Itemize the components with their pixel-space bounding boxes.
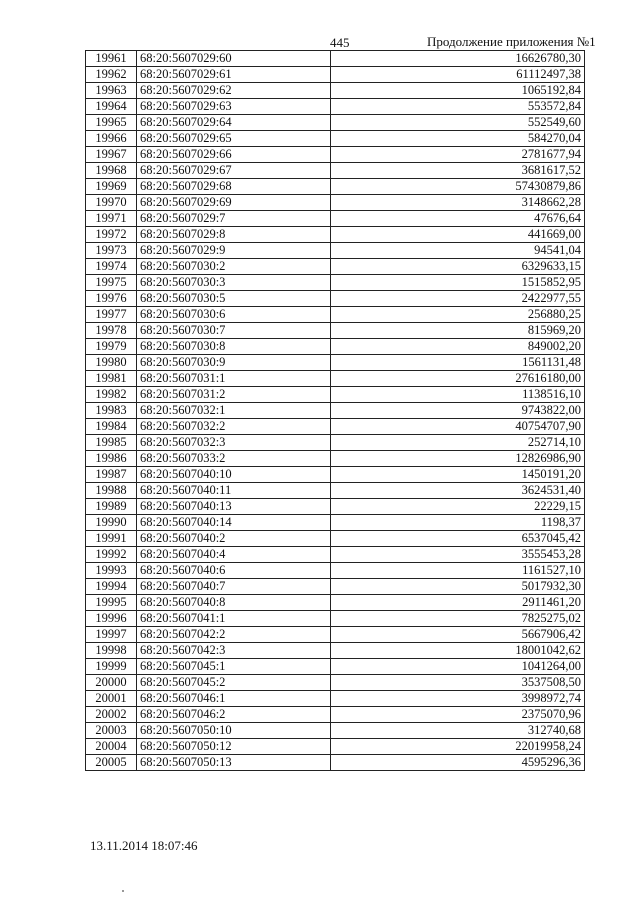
table-row xyxy=(86,51,585,67)
cadastral-value-cell: 815969,20 xyxy=(331,323,585,339)
table-row xyxy=(86,483,585,499)
cadastral-number-cell: 68:20:5607029:64 xyxy=(137,115,331,131)
cadastral-value-cell: 3555453,28 xyxy=(331,547,585,563)
cadastral-value-cell: 12826986,90 xyxy=(331,451,585,467)
cadastral-number-cell: 68:20:5607029:8 xyxy=(137,227,331,243)
cadastral-number-cell: 68:20:5607033:2 xyxy=(137,451,331,467)
table-row xyxy=(86,675,585,691)
cadastral-value-cell: 1198,37 xyxy=(331,515,585,531)
row-number-cell: 19976 xyxy=(86,291,137,307)
page-number: 445 xyxy=(330,35,350,50)
row-number-cell: 19981 xyxy=(86,371,137,387)
table-row xyxy=(86,435,585,451)
cadastral-value-cell: 22019958,24 xyxy=(331,739,585,755)
row-number-cell: 19994 xyxy=(86,579,137,595)
table-row xyxy=(86,355,585,371)
row-number-cell: 19967 xyxy=(86,147,137,163)
cadastral-number-cell: 68:20:5607031:1 xyxy=(137,371,331,387)
cadastral-number-cell: 68:20:5607040:10 xyxy=(137,467,331,483)
row-number-cell: 19985 xyxy=(86,435,137,451)
cadastral-number-cell: 68:20:5607046:1 xyxy=(137,691,331,707)
cadastral-number-cell: 68:20:5607029:63 xyxy=(137,99,331,115)
row-number-cell: 19993 xyxy=(86,563,137,579)
cadastral-number-cell: 68:20:5607042:3 xyxy=(137,643,331,659)
row-number-cell: 19998 xyxy=(86,643,137,659)
table-row xyxy=(86,211,585,227)
table-row xyxy=(86,371,585,387)
cadastral-value-cell: 16626780,30 xyxy=(331,51,585,67)
cadastral-number-cell: 68:20:5607030:6 xyxy=(137,307,331,323)
cadastral-number-cell: 68:20:5607029:61 xyxy=(137,67,331,83)
cadastral-value-cell: 1161527,10 xyxy=(331,563,585,579)
row-number-cell: 19964 xyxy=(86,99,137,115)
row-number-cell: 20002 xyxy=(86,707,137,723)
table-row xyxy=(86,627,585,643)
table-row xyxy=(86,723,585,739)
cadastral-value-cell: 256880,25 xyxy=(331,307,585,323)
cadastral-number-cell: 68:20:5607030:5 xyxy=(137,291,331,307)
cadastral-value-cell: 94541,04 xyxy=(331,243,585,259)
cadastral-number-cell: 68:20:5607040:2 xyxy=(137,531,331,547)
table-row xyxy=(86,531,585,547)
cadastral-number-cell: 68:20:5607031:2 xyxy=(137,387,331,403)
cadastral-number-cell: 68:20:5607050:10 xyxy=(137,723,331,739)
cadastral-value-cell: 1561131,48 xyxy=(331,355,585,371)
row-number-cell: 19991 xyxy=(86,531,137,547)
row-number-cell: 19965 xyxy=(86,115,137,131)
cadastral-number-cell: 68:20:5607040:11 xyxy=(137,483,331,499)
table-row xyxy=(86,419,585,435)
row-number-cell: 19961 xyxy=(86,51,137,67)
row-number-cell: 20003 xyxy=(86,723,137,739)
row-number-cell: 19999 xyxy=(86,659,137,675)
cadastral-number-cell: 68:20:5607029:67 xyxy=(137,163,331,179)
cadastral-number-cell: 68:20:5607040:13 xyxy=(137,499,331,515)
cadastral-value-cell: 9743822,00 xyxy=(331,403,585,419)
row-number-cell: 19996 xyxy=(86,611,137,627)
cadastral-value-cell: 47676,64 xyxy=(331,211,585,227)
row-number-cell: 19971 xyxy=(86,211,137,227)
table-row xyxy=(86,99,585,115)
table-row xyxy=(86,339,585,355)
row-number-cell: 19974 xyxy=(86,259,137,275)
cadastral-number-cell: 68:20:5607030:3 xyxy=(137,275,331,291)
cadastral-value-cell: 2781677,94 xyxy=(331,147,585,163)
cadastral-value-cell: 3624531,40 xyxy=(331,483,585,499)
table-row xyxy=(86,579,585,595)
cadastral-value-cell: 553572,84 xyxy=(331,99,585,115)
cadastral-value-cell: 2422977,55 xyxy=(331,291,585,307)
row-number-cell: 19972 xyxy=(86,227,137,243)
cadastral-value-cell: 1065192,84 xyxy=(331,83,585,99)
cadastral-value-cell: 1041264,00 xyxy=(331,659,585,675)
row-number-cell: 19997 xyxy=(86,627,137,643)
row-number-cell: 19989 xyxy=(86,499,137,515)
cadastral-value-cell: 1450191,20 xyxy=(331,467,585,483)
cadastral-number-cell: 68:20:5607030:7 xyxy=(137,323,331,339)
table-row xyxy=(86,739,585,755)
cadastral-value-cell: 7825275,02 xyxy=(331,611,585,627)
cadastral-value-cell: 3148662,28 xyxy=(331,195,585,211)
table-body xyxy=(86,51,585,771)
cadastral-number-cell: 68:20:5607041:1 xyxy=(137,611,331,627)
row-number-cell: 19995 xyxy=(86,595,137,611)
cadastral-number-cell: 68:20:5607029:7 xyxy=(137,211,331,227)
cadastral-value-cell: 2375070,96 xyxy=(331,707,585,723)
cadastral-number-cell: 68:20:5607040:6 xyxy=(137,563,331,579)
cadastral-value-cell: 3681617,52 xyxy=(331,163,585,179)
table-row xyxy=(86,595,585,611)
cadastral-value-cell: 57430879,86 xyxy=(331,179,585,195)
cadastral-value-cell: 312740,68 xyxy=(331,723,585,739)
cadastral-number-cell: 68:20:5607050:13 xyxy=(137,755,331,771)
table-row xyxy=(86,323,585,339)
cadastral-value-cell: 18001042,62 xyxy=(331,643,585,659)
footer-timestamp: 13.11.2014 18:07:46 xyxy=(90,838,198,853)
cadastral-number-cell: 68:20:5607040:14 xyxy=(137,515,331,531)
row-number-cell: 19968 xyxy=(86,163,137,179)
row-number-cell: 19987 xyxy=(86,467,137,483)
row-number-cell: 19966 xyxy=(86,131,137,147)
cadastral-number-cell: 68:20:5607029:69 xyxy=(137,195,331,211)
cadastral-value-cell: 849002,20 xyxy=(331,339,585,355)
continuation-title: Продолжение приложения №1 xyxy=(427,34,596,49)
row-number-cell: 20001 xyxy=(86,691,137,707)
cadastral-value-cell: 2911461,20 xyxy=(331,595,585,611)
table-row xyxy=(86,195,585,211)
table-row xyxy=(86,755,585,771)
cadastral-value-cell: 552549,60 xyxy=(331,115,585,131)
table-row xyxy=(86,691,585,707)
row-number-cell: 19990 xyxy=(86,515,137,531)
row-number-cell: 19970 xyxy=(86,195,137,211)
row-number-cell: 19992 xyxy=(86,547,137,563)
table-row xyxy=(86,643,585,659)
row-number-cell: 19973 xyxy=(86,243,137,259)
scan-speck xyxy=(122,890,124,892)
row-number-cell: 19978 xyxy=(86,323,137,339)
cadastral-number-cell: 68:20:5607029:65 xyxy=(137,131,331,147)
table-row xyxy=(86,659,585,675)
cadastral-value-cell: 3537508,50 xyxy=(331,675,585,691)
table-row xyxy=(86,115,585,131)
cadastral-value-cell: 584270,04 xyxy=(331,131,585,147)
cadastral-value-cell: 252714,10 xyxy=(331,435,585,451)
cadastral-value-cell: 27616180,00 xyxy=(331,371,585,387)
cadastral-value-cell: 5017932,30 xyxy=(331,579,585,595)
cadastral-value-cell: 1138516,10 xyxy=(331,387,585,403)
cadastral-number-cell: 68:20:5607046:2 xyxy=(137,707,331,723)
cadastral-number-cell: 68:20:5607030:8 xyxy=(137,339,331,355)
row-number-cell: 19963 xyxy=(86,83,137,99)
row-number-cell: 19984 xyxy=(86,419,137,435)
table-row xyxy=(86,83,585,99)
table-row xyxy=(86,707,585,723)
table-row xyxy=(86,259,585,275)
row-number-cell: 20004 xyxy=(86,739,137,755)
cadastral-value-cell: 5667906,42 xyxy=(331,627,585,643)
row-number-cell: 19969 xyxy=(86,179,137,195)
cadastral-number-cell: 68:20:5607032:2 xyxy=(137,419,331,435)
table-row xyxy=(86,147,585,163)
table-row xyxy=(86,179,585,195)
row-number-cell: 19988 xyxy=(86,483,137,499)
cadastral-value-cell: 6329633,15 xyxy=(331,259,585,275)
row-number-cell: 19962 xyxy=(86,67,137,83)
table-row xyxy=(86,403,585,419)
row-number-cell: 19980 xyxy=(86,355,137,371)
cadastral-value-table xyxy=(85,50,585,771)
table-row xyxy=(86,291,585,307)
table-row xyxy=(86,563,585,579)
cadastral-number-cell: 68:20:5607045:1 xyxy=(137,659,331,675)
row-number-cell: 20000 xyxy=(86,675,137,691)
table-row xyxy=(86,499,585,515)
cadastral-number-cell: 68:20:5607032:3 xyxy=(137,435,331,451)
cadastral-number-cell: 68:20:5607030:9 xyxy=(137,355,331,371)
cadastral-number-cell: 68:20:5607032:1 xyxy=(137,403,331,419)
table-row xyxy=(86,515,585,531)
cadastral-value-cell: 61112497,38 xyxy=(331,67,585,83)
cadastral-number-cell: 68:20:5607040:8 xyxy=(137,595,331,611)
table-row xyxy=(86,243,585,259)
table-row xyxy=(86,547,585,563)
table-row xyxy=(86,611,585,627)
table-row xyxy=(86,227,585,243)
row-number-cell: 19982 xyxy=(86,387,137,403)
row-number-cell: 19979 xyxy=(86,339,137,355)
cadastral-number-cell: 68:20:5607045:2 xyxy=(137,675,331,691)
cadastral-number-cell: 68:20:5607042:2 xyxy=(137,627,331,643)
cadastral-number-cell: 68:20:5607050:12 xyxy=(137,739,331,755)
cadastral-value-cell: 4595296,36 xyxy=(331,755,585,771)
table-row xyxy=(86,467,585,483)
cadastral-number-cell: 68:20:5607040:7 xyxy=(137,579,331,595)
cadastral-number-cell: 68:20:5607040:4 xyxy=(137,547,331,563)
cadastral-number-cell: 68:20:5607029:60 xyxy=(137,51,331,67)
table-row xyxy=(86,451,585,467)
table-row xyxy=(86,131,585,147)
cadastral-number-cell: 68:20:5607029:66 xyxy=(137,147,331,163)
table-row xyxy=(86,275,585,291)
cadastral-value-cell: 1515852,95 xyxy=(331,275,585,291)
cadastral-value-cell: 441669,00 xyxy=(331,227,585,243)
table-row xyxy=(86,67,585,83)
cadastral-value-cell: 40754707,90 xyxy=(331,419,585,435)
cadastral-value-cell: 3998972,74 xyxy=(331,691,585,707)
cadastral-value-cell: 6537045,42 xyxy=(331,531,585,547)
row-number-cell: 20005 xyxy=(86,755,137,771)
row-number-cell: 19986 xyxy=(86,451,137,467)
table-row xyxy=(86,387,585,403)
cadastral-value-cell: 22229,15 xyxy=(331,499,585,515)
cadastral-number-cell: 68:20:5607029:9 xyxy=(137,243,331,259)
row-number-cell: 19975 xyxy=(86,275,137,291)
cadastral-number-cell: 68:20:5607029:62 xyxy=(137,83,331,99)
row-number-cell: 19983 xyxy=(86,403,137,419)
cadastral-number-cell: 68:20:5607029:68 xyxy=(137,179,331,195)
table-row xyxy=(86,163,585,179)
row-number-cell: 19977 xyxy=(86,307,137,323)
table-row xyxy=(86,307,585,323)
cadastral-number-cell: 68:20:5607030:2 xyxy=(137,259,331,275)
